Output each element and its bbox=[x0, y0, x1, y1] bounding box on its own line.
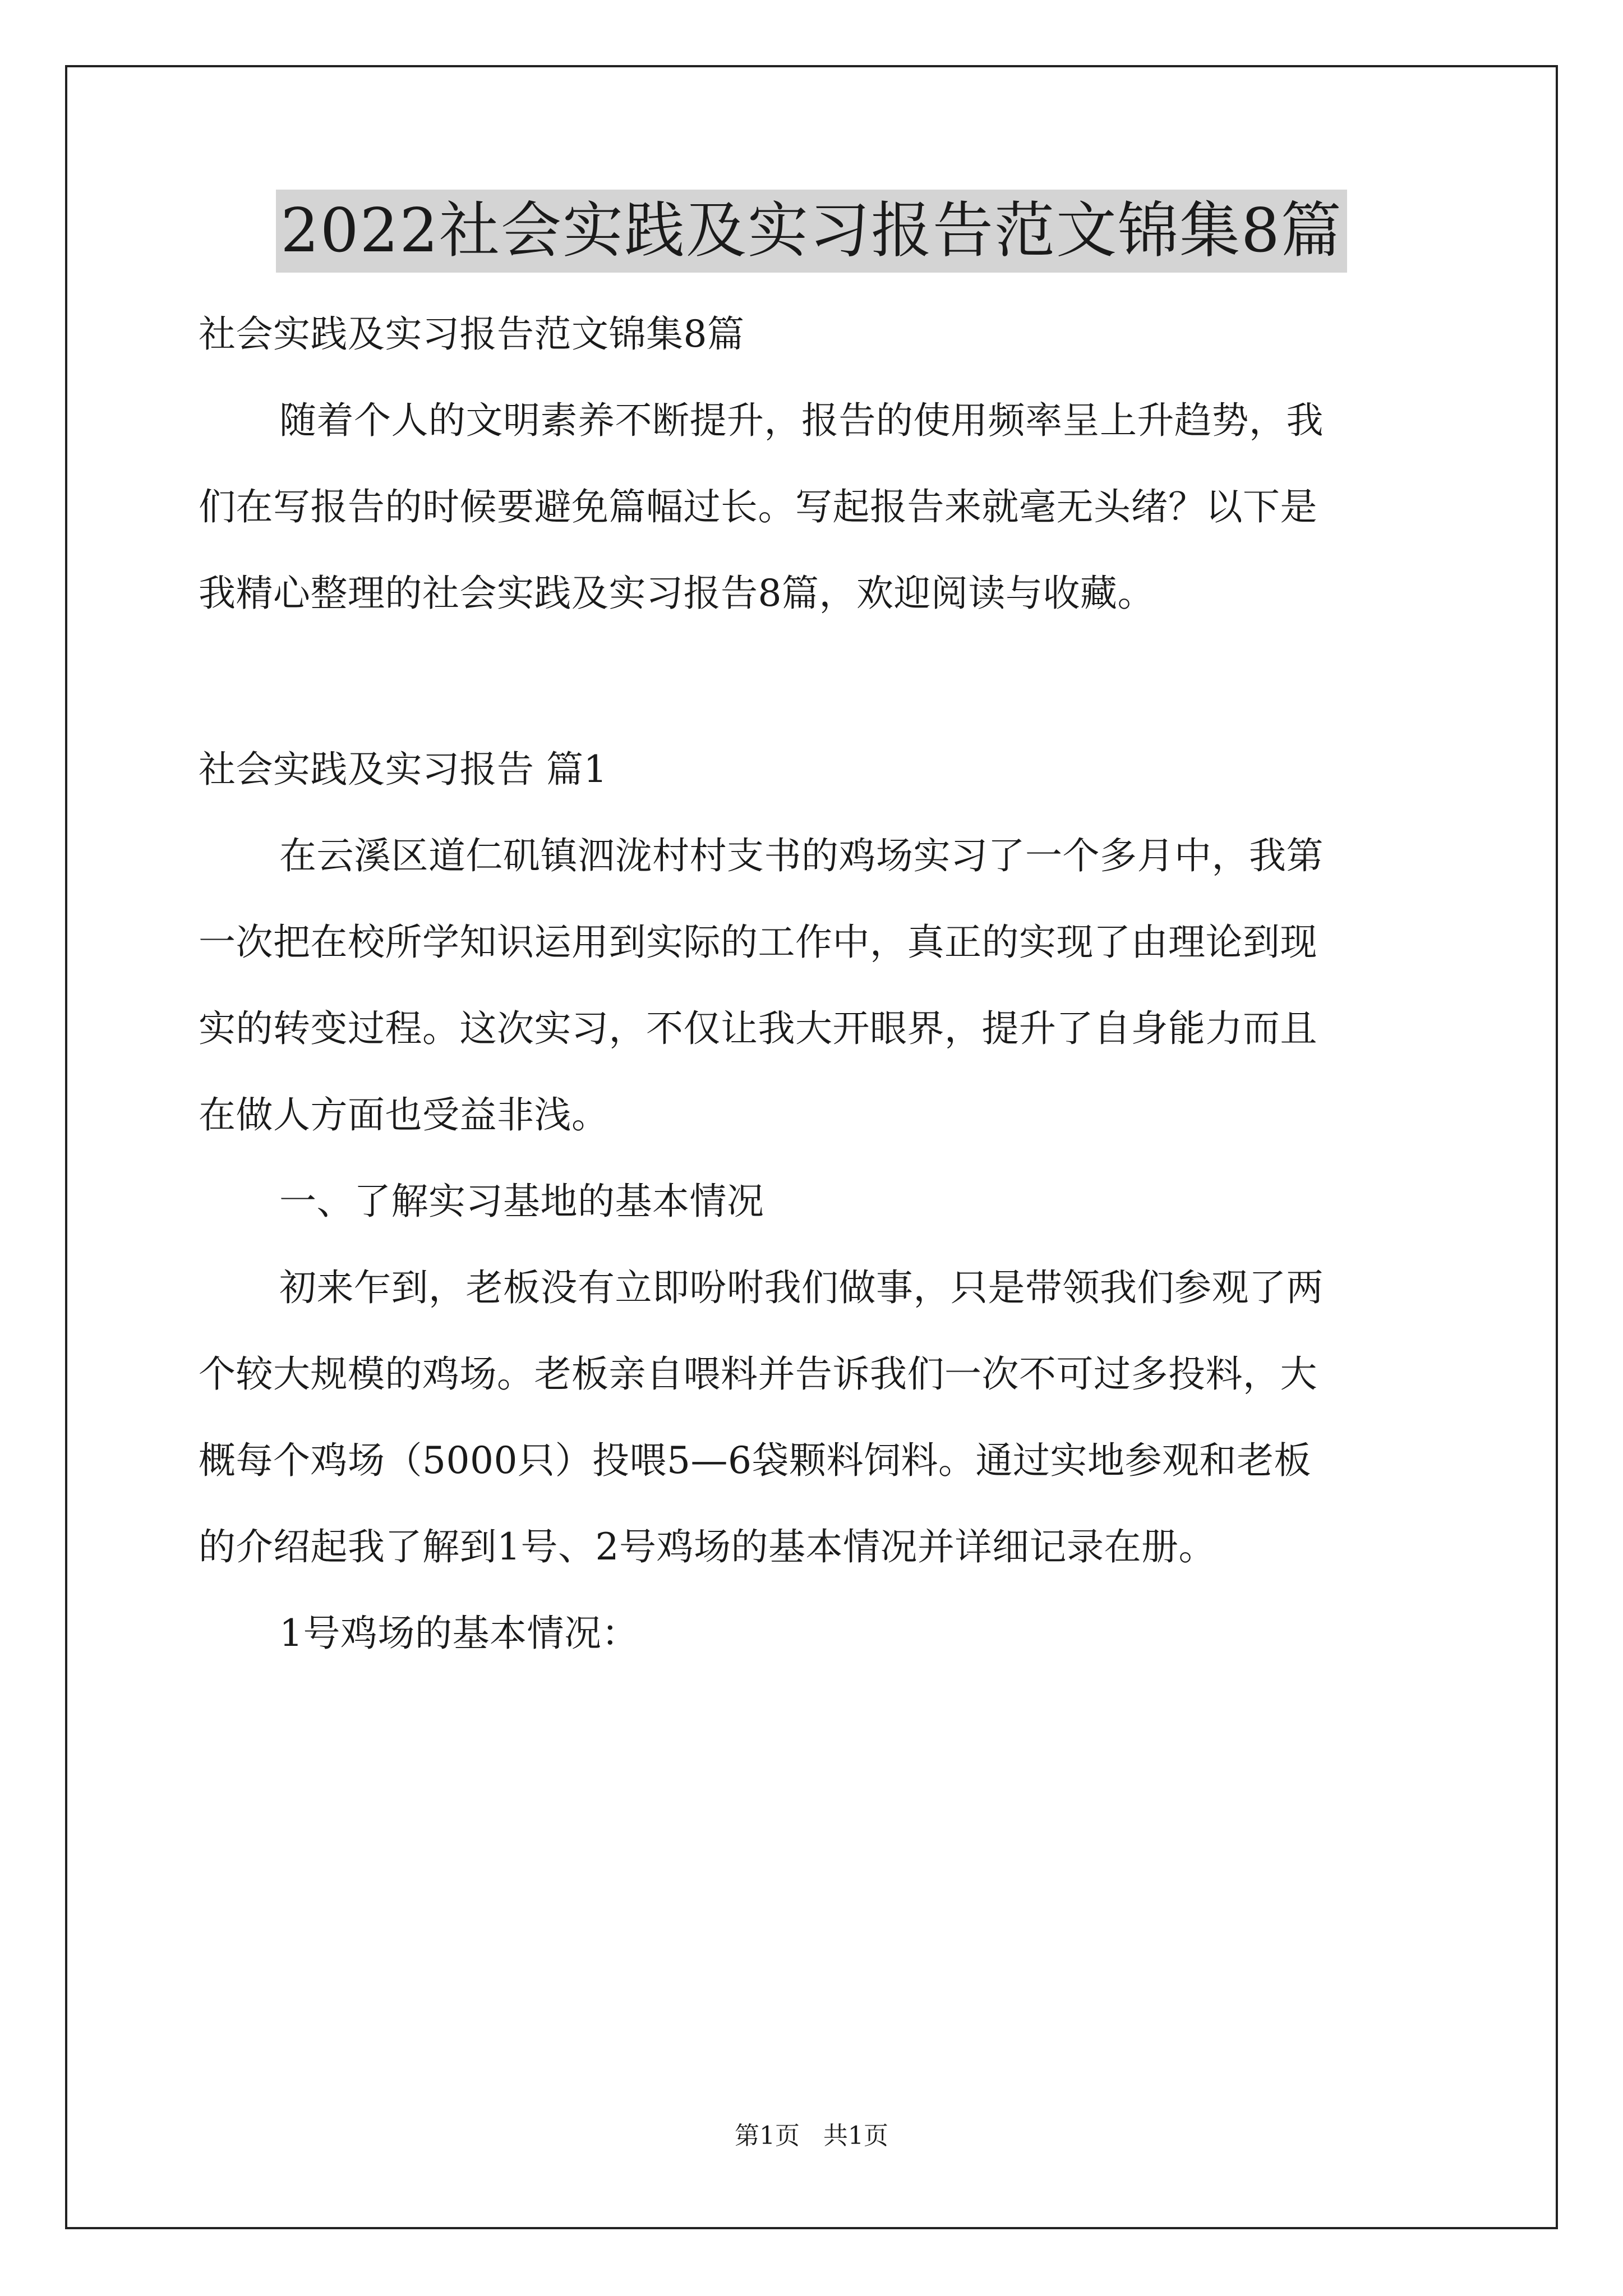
subsection-heading: 一、了解实习基地的基本情况 bbox=[279, 1180, 764, 1223]
title-container bbox=[0, 190, 1623, 273]
subtitle-line: 社会实践及实习报告范文锦集8篇 bbox=[199, 312, 745, 356]
paragraph-line: 一次把在校所学知识运用到实际的工作中，真正的实现了由理论到现 bbox=[199, 921, 1317, 964]
paragraph-line: 概每个鸡场（5000只）投喂5—6袋颗料饲料。通过实地参观和老板 bbox=[199, 1439, 1311, 1482]
paragraph-line: 初来乍到，老板没有立即吩咐我们做事，只是带领我们参观了两 bbox=[279, 1266, 1324, 1309]
paragraph-line: 实的转变过程。这次实习，不仅让我大开眼界，提升了自身能力而且 bbox=[199, 1007, 1317, 1050]
paragraph-line: 们在写报告的时候要避免篇幅过长。写起报告来就毫无头绪？以下是 bbox=[199, 485, 1317, 528]
paragraph-line: 个较大规模的鸡场。老板亲自喂料并告诉我们一次不可过多投料，大 bbox=[199, 1352, 1317, 1396]
section-heading: 社会实践及实习报告 篇1 bbox=[199, 748, 607, 791]
page-number: 第1页 bbox=[735, 2122, 800, 2150]
document-title: 2022社会实践及实习报告范文锦集8篇 bbox=[276, 190, 1347, 273]
paragraph-line: 的介绍起我了解到1号、2号鸡场的基本情况并详细记录在册。 bbox=[199, 1525, 1216, 1568]
paragraph-line: 在云溪区道仁矶镇泗泷村村支书的鸡场实习了一个多月中，我第 bbox=[279, 834, 1324, 877]
paragraph-line: 随着个人的文明素养不断提升，报告的使用频率呈上升趋势，我 bbox=[279, 399, 1324, 442]
page-footer bbox=[0, 2119, 1623, 2153]
document-body bbox=[199, 307, 1427, 1660]
paragraph-line: 我精心整理的社会实践及实习报告8篇，欢迎阅读与收藏。 bbox=[199, 572, 1155, 615]
paragraph-line: 在做人方面也受益非浅。 bbox=[199, 1093, 609, 1137]
paragraph-line: 1号鸡场的基本情况： bbox=[279, 1612, 639, 1655]
page-total: 共1页 bbox=[823, 2122, 888, 2150]
